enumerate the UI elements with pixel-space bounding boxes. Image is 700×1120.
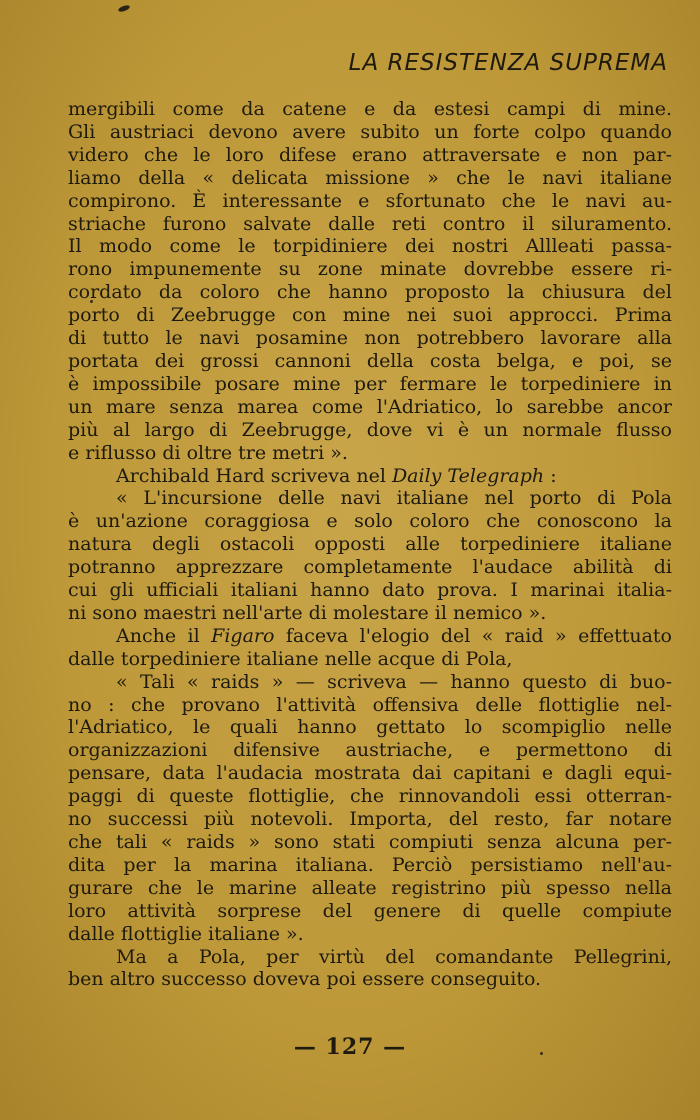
text-line: mergibili come da catene e da estesi campi di mine. xyxy=(68,98,672,120)
figaro-quote-line: no : che provano l'attività offensiva delle flottiglie nel- xyxy=(68,693,672,716)
closing-line: Ma a Pola, per virtù del comandante Pellegrini, xyxy=(116,945,672,968)
figaro-quote-line: dita per la marina italiana. Perciò persistiamo nell'au- xyxy=(68,853,672,876)
figaro-quote-line: no successi più notevoli. Importa, del resto, far notare xyxy=(68,808,672,831)
hard-colon: : xyxy=(550,464,557,487)
text-line: rono impunemente su zone minate dovrebbe essere ri- xyxy=(68,258,672,281)
hard-intro-line xyxy=(68,465,672,488)
figaro-pre: Anche il xyxy=(116,624,212,647)
ink-smudge xyxy=(118,4,131,13)
figaro-quote-line: « Tali « raids » — scriveva — hanno questo di buo- xyxy=(116,670,672,693)
text-line: è impossibile posare mine per fermare le torpediniere in xyxy=(68,372,672,395)
figaro-end-line: dalle torpediniere italiane nelle acque di Pola, xyxy=(68,647,513,670)
text-line: porto di Zeebrugge con mine nei suoi approcci. Prima xyxy=(68,304,672,327)
body-text xyxy=(68,98,672,991)
quote-line: natura degli ostacoli opposti alle torpediniere italiane xyxy=(68,533,672,556)
text-line: di tutto le navi posamine non potrebbero lavorare alla xyxy=(68,327,672,350)
figaro-name: Figaro xyxy=(211,624,275,647)
quote-line: potranno apprezzare completamente l'audace abilità di xyxy=(68,556,672,579)
text-line: videro che le loro difese erano attraversate e non par- xyxy=(68,143,672,166)
figaro-line xyxy=(68,625,672,648)
text-line: Il modo come le torpidiniere dei nostri Allleati passa- xyxy=(68,235,672,258)
quote-line: « L'incursione delle navi italiane nel porto di Pola xyxy=(116,487,672,510)
figaro-quote-line: che tali « raids » sono stati compiuti senza alcuna per- xyxy=(68,831,672,853)
paragraph-end-line: e riflusso di oltre tre metri ». xyxy=(68,441,348,464)
text-line: liamo della « delicata missione » che le navi italiane xyxy=(68,166,672,189)
figaro-quote-end-line: dalle flottiglie italiane ». xyxy=(68,922,304,945)
text-line: striache furono salvate dalle reti contro il siluramento. xyxy=(68,212,672,235)
figaro-quote-line: organizzazioni difensive austriache, e permettono di xyxy=(68,739,672,762)
newspaper-title: Daily Telegraph xyxy=(391,464,545,487)
text-line: compirono. È interessante e sfortunato che le navi au- xyxy=(68,189,672,212)
page-number: — 127 — xyxy=(293,1034,407,1060)
text-line: cordato da coloro che hanno proposto la chiusura del xyxy=(68,281,672,304)
quote-line: è un'azione coraggiosa e solo coloro che conoscono la xyxy=(68,510,672,533)
text-line: più al largo di Zeebrugge, dove vi è un normale flusso xyxy=(68,418,672,441)
closing-end-line: ben altro successo doveva poi essere conseguito. xyxy=(68,968,542,991)
text-line: Gli austriaci devono avere subito un forte colpo quando xyxy=(68,120,672,143)
running-title: LA RESISTENZA SUPREMA xyxy=(348,50,668,76)
quote-end-line: ni sono maestri nell'arte di molestare il nemico ». xyxy=(68,601,547,624)
figaro-quote-line: loro attività sorprese del genere di quelle compiute xyxy=(68,899,672,922)
text-line: un mare senza marea come l'Adriatico, lo sarebbe ancor xyxy=(68,395,672,418)
figaro-post: faceva l'elogio del « raid » effettuato xyxy=(274,624,672,647)
hard-intro-text: Archibald Hard scriveva nel xyxy=(116,464,392,487)
text-line: portata dei grossi cannoni della costa belga, e poi, se xyxy=(68,349,672,372)
figaro-quote-line: gurare che le marine alleate registrino più spesso nella xyxy=(68,876,672,899)
figaro-quote-line: pensare, data l'audacia mostrata dai capitani e dagli equi- xyxy=(68,762,672,785)
figaro-quote-line: paggi di queste flottiglie, che rinnovandoli essi otterran- xyxy=(68,785,672,808)
quote-line: cui gli ufficiali italiani hanno dato prova. I marinai italia- xyxy=(68,579,672,602)
figaro-quote-line: l'Adriatico, le quali hanno gettato lo scompiglio nelle xyxy=(68,716,672,739)
